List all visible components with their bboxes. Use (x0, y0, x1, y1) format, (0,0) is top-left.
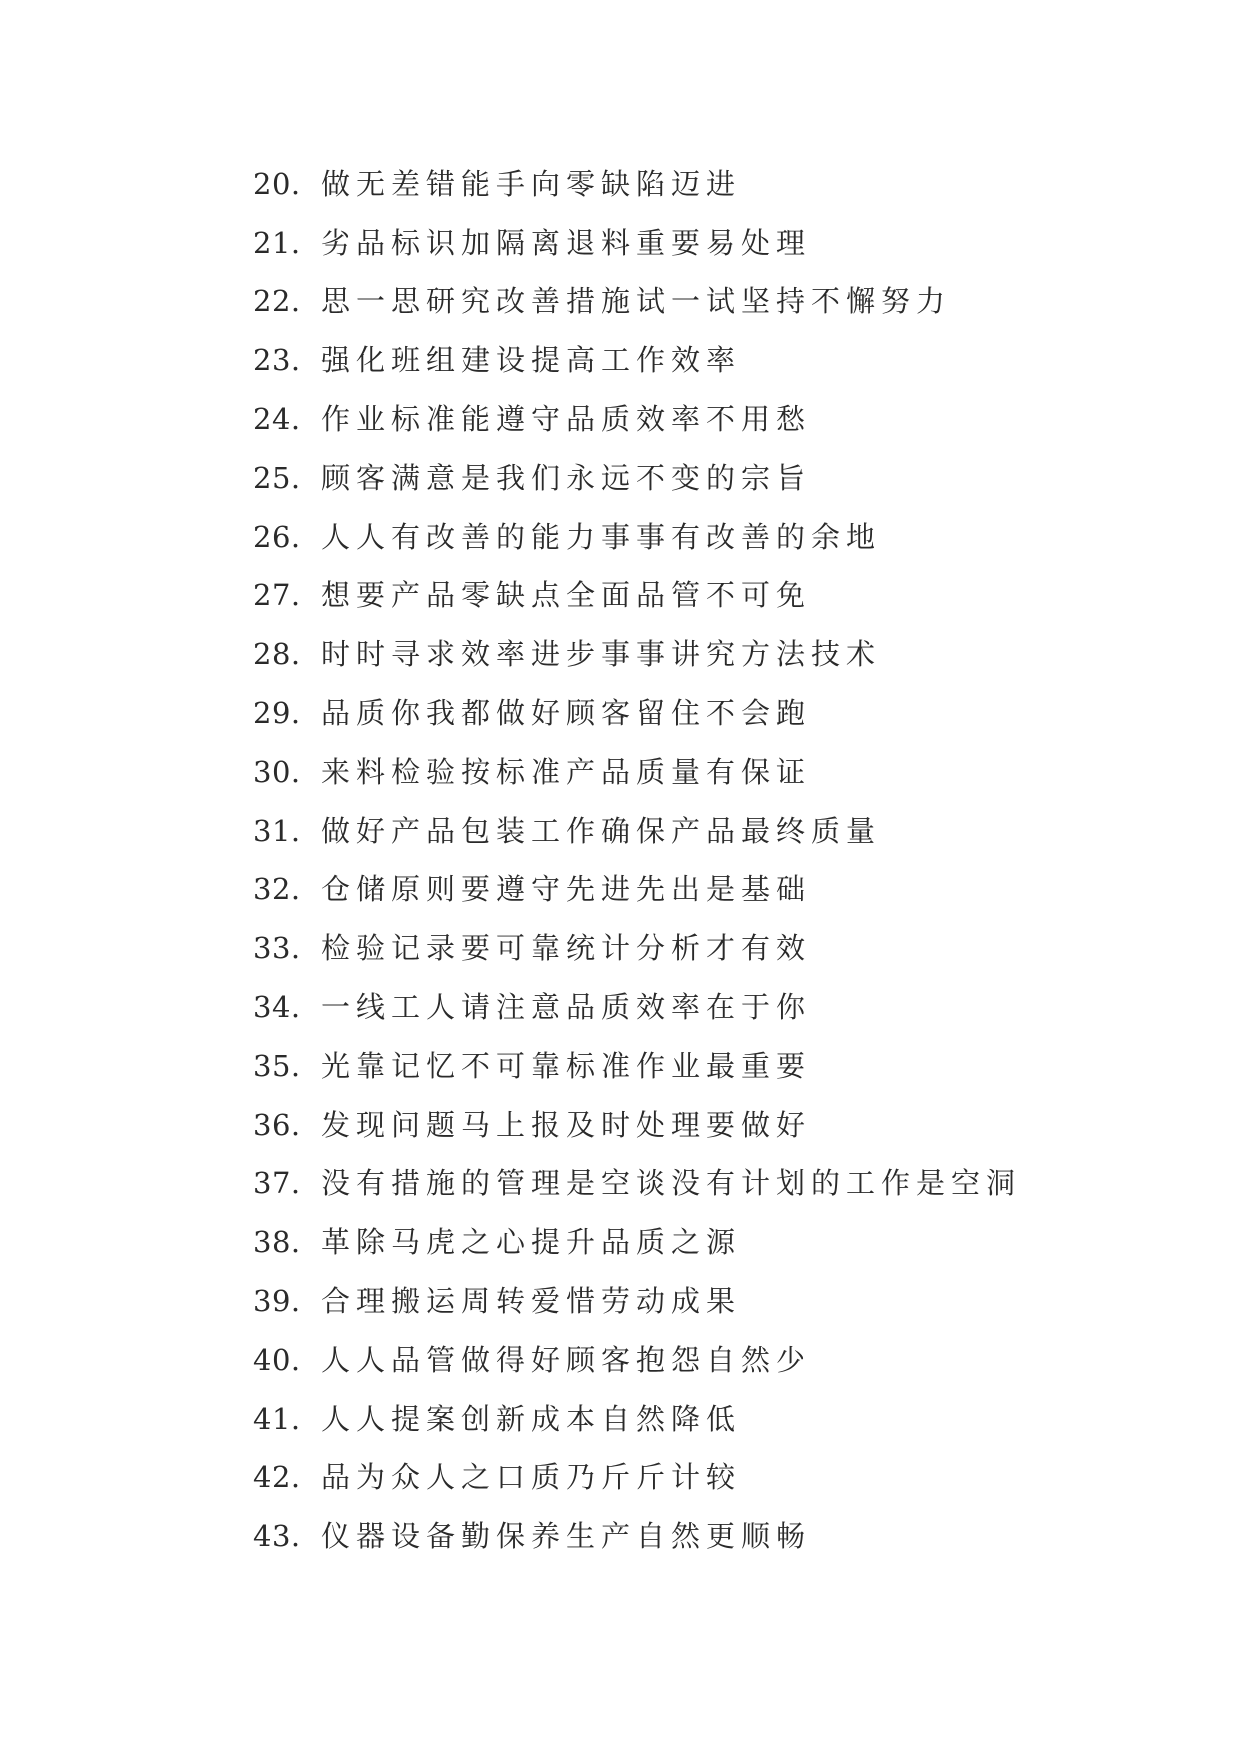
item-text: 顾客满意是我们永远不变的宗旨 (321, 460, 812, 495)
item-text: 想要产品零缺点全面品管不可免 (321, 578, 812, 613)
list-item (253, 978, 1021, 1037)
item-number: 38. (253, 1225, 301, 1260)
item-text: 作业标准能遵守品质效率不用愁 (321, 402, 812, 437)
item-text: 时时寻求效率进步事事讲究方法技术 (321, 637, 882, 672)
list-item (253, 390, 1021, 449)
item-text: 没有措施的管理是空谈没有计划的工作是空洞 (321, 1166, 1022, 1201)
list-item (253, 155, 1021, 214)
item-number: 36. (253, 1107, 301, 1142)
item-number: 23. (253, 343, 301, 378)
item-text: 合理搬运周转爱惜劳动成果 (321, 1284, 742, 1319)
item-number: 24. (253, 402, 301, 437)
item-text: 人人有改善的能力事事有改善的余地 (321, 519, 882, 554)
item-number: 29. (253, 696, 301, 731)
item-number: 20. (253, 166, 301, 201)
list-item (253, 1037, 1021, 1096)
list-item (253, 919, 1021, 978)
item-text: 劣品标识加隔离退料重要易处理 (321, 225, 812, 260)
list-item (253, 1331, 1021, 1390)
list-item (253, 1390, 1021, 1449)
item-number: 21. (253, 225, 301, 260)
item-text: 思一思研究改善措施试一试坚持不懈努力 (321, 284, 952, 319)
item-number: 30. (253, 754, 301, 789)
item-text: 仓储原则要遵守先进先出是基础 (321, 872, 812, 907)
list-item (253, 1213, 1021, 1272)
list-item (253, 1155, 1021, 1214)
item-number: 40. (253, 1342, 301, 1377)
item-text: 来料检验按标准产品质量有保证 (321, 754, 812, 789)
item-number: 27. (253, 578, 301, 613)
item-number: 31. (253, 813, 301, 848)
item-number: 37. (253, 1166, 301, 1201)
list-item (253, 1507, 1021, 1566)
list-item (253, 1272, 1021, 1331)
item-number: 26. (253, 519, 301, 554)
item-text: 革除马虎之心提升品质之源 (321, 1225, 742, 1260)
list-item (253, 1449, 1021, 1508)
item-text: 发现问题马上报及时处理要做好 (321, 1107, 812, 1142)
item-text: 人人品管做得好顾客抱怨自然少 (321, 1342, 812, 1377)
item-text: 人人提案创新成本自然降低 (321, 1401, 742, 1436)
item-text: 检验记录要可靠统计分析才有效 (321, 931, 812, 966)
item-number: 39. (253, 1284, 301, 1319)
list-item (253, 567, 1021, 626)
list-item (253, 214, 1021, 273)
list-item (253, 625, 1021, 684)
item-text: 强化班组建设提高工作效率 (321, 343, 742, 378)
item-number: 32. (253, 872, 301, 907)
item-number: 33. (253, 931, 301, 966)
item-text: 品为众人之口质乃斤斤计较 (321, 1460, 742, 1495)
list-item (253, 449, 1021, 508)
item-text: 做无差错能手向零缺陷迈进 (321, 166, 742, 201)
list-item (253, 1096, 1021, 1155)
item-number: 42. (253, 1460, 301, 1495)
item-number: 25. (253, 460, 301, 495)
item-text: 品质你我都做好顾客留住不会跑 (321, 696, 812, 731)
item-text: 做好产品包装工作确保产品最终质量 (321, 813, 882, 848)
list-item (253, 684, 1021, 743)
list-item (253, 273, 1021, 332)
item-text: 仪器设备勤保养生产自然更顺畅 (321, 1519, 812, 1554)
item-text: 光靠记忆不可靠标准作业最重要 (321, 1048, 812, 1083)
list-item (253, 508, 1021, 567)
list-item (253, 802, 1021, 861)
list-item (253, 331, 1021, 390)
slogan-list (253, 155, 1021, 1566)
item-text: 一线工人请注意品质效率在于你 (321, 990, 812, 1025)
item-number: 22. (253, 284, 301, 319)
item-number: 41. (253, 1401, 301, 1436)
list-item (253, 743, 1021, 802)
list-item (253, 861, 1021, 920)
item-number: 34. (253, 990, 301, 1025)
item-number: 35. (253, 1048, 301, 1083)
item-number: 28. (253, 637, 301, 672)
item-number: 43. (253, 1519, 301, 1554)
